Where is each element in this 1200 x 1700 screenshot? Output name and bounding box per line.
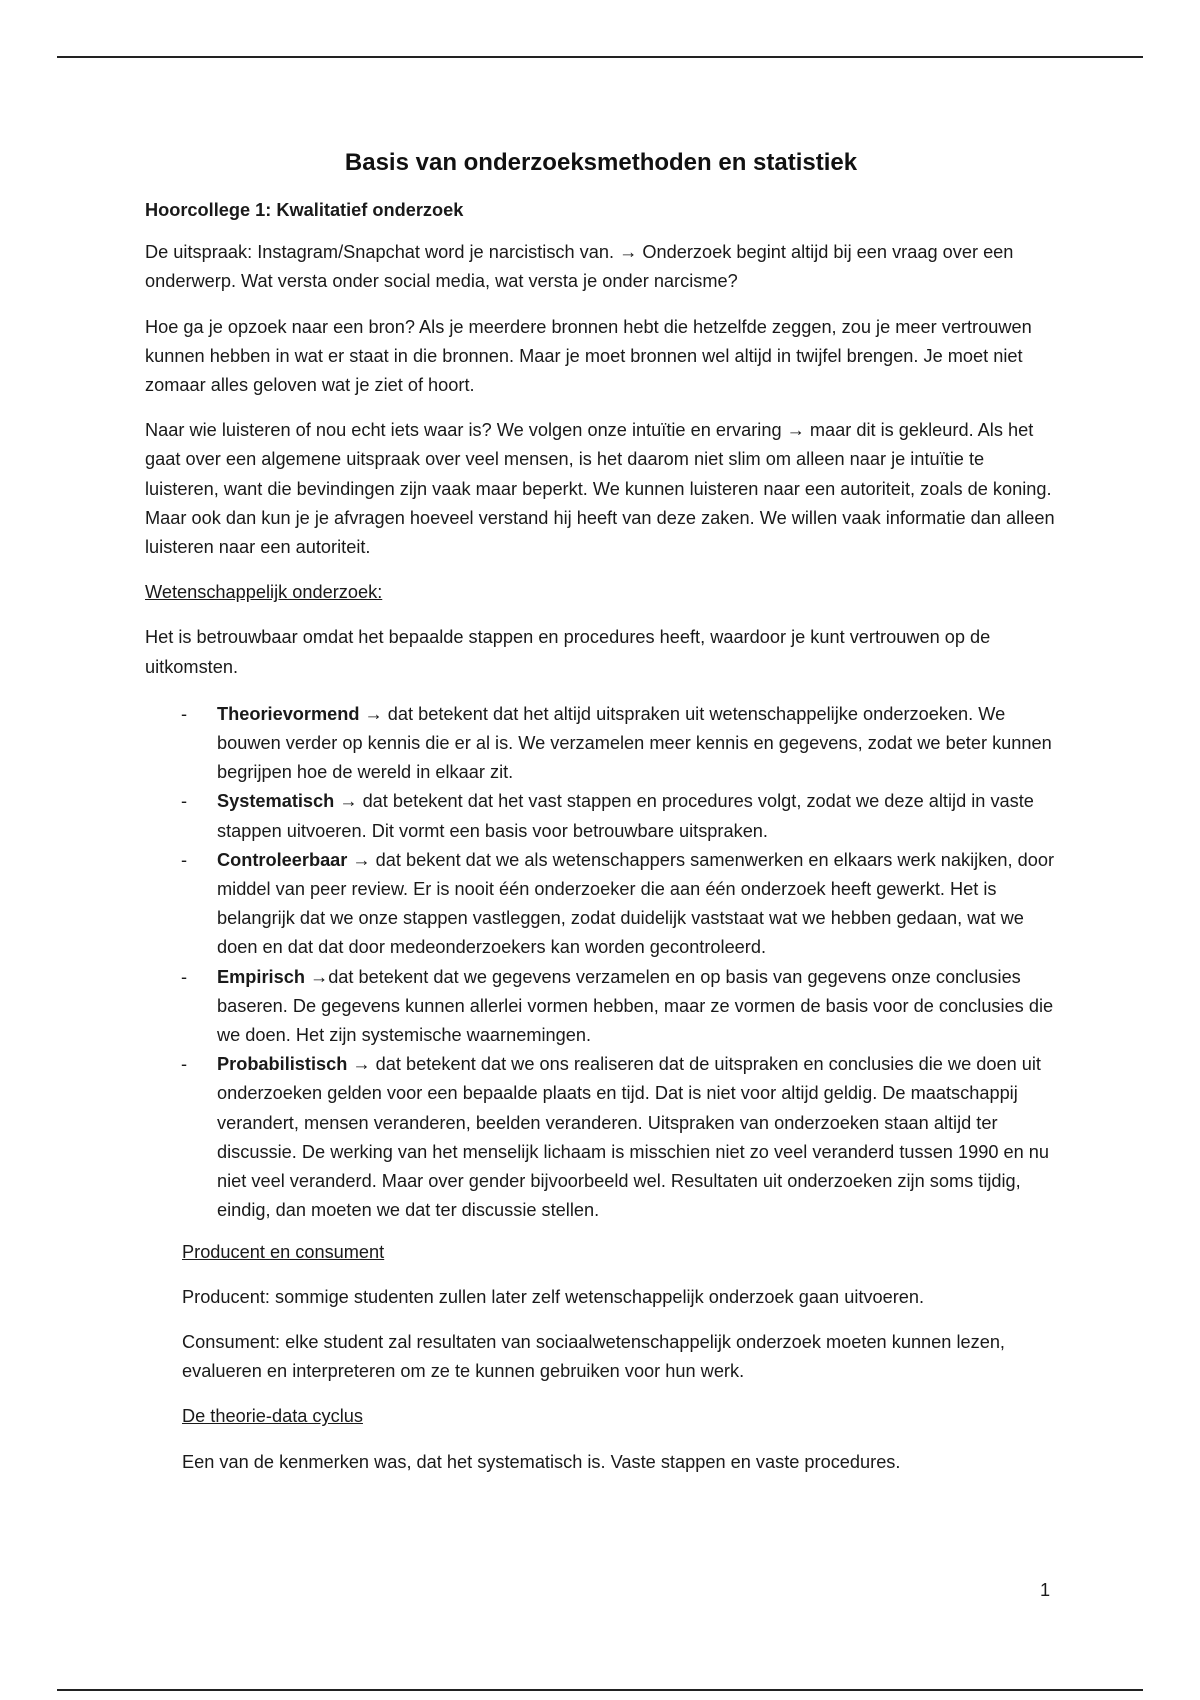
item-text: dat betekent dat het altijd uitspraken uit wetenschappelijke onderzoeken. We bouwen verder op kennis die er al is. We verzamelen meer kennis en gegevens, zodat we beter kunnen begrijpen hoe de wereld in elkaar zit.: [217, 703, 1052, 783]
item-text: dat betekent dat we gegevens verzamelen en op basis van gegevens onze conclusies baseren. De gegevens kunnen allerlei vormen hebben, maar ze vormen de basis voor de conclusies die we doen. Het zijn systemische waarnemingen.: [217, 966, 1054, 1046]
header-rule: [57, 56, 1143, 58]
item-term: Systematisch →: [217, 791, 358, 812]
item-term: Empirisch →: [217, 966, 329, 987]
list-item: [217, 846, 1057, 963]
science-heading: Wetenschappelijk onderzoek:: [145, 582, 383, 603]
intro-paragraph-2: Hoe ga je opzoek naar een bron? Als je meerdere bronnen hebt die hetzelfde zeggen, zou je meer vertrouwen kunnen hebben in wat er staat in die bronnen. Maar je moet bronnen wel altijd in twijfel brengen. Je moet niet zomaar alles geloven wat je ziet of hoort.: [145, 316, 1032, 396]
list-item: [217, 1050, 1057, 1225]
intro-paragraph-1: De uitspraak: Instagram/Snapchat word je narcistisch van. → Onderzoek begint altijd bij een vraag over een onderwerp. Wat versta onder social media, wat versta je onder narcisme?: [145, 242, 1014, 292]
document-title: Basis van onderzoeksmethoden en statistiek: [344, 149, 858, 176]
document-body: [145, 140, 1057, 1493]
list-item: [217, 963, 1057, 1051]
lecture-heading: Hoorcollege 1: Kwalitatief onderzoek: [145, 200, 464, 220]
intro-paragraph-3: Naar wie luisteren of nou echt iets waar is? We volgen onze intuïtie en ervaring → maar dit is gekleurd. Als het gaat over een algemene uitspraak over veel mensen, is het daarom niet slim om alleen naar je intuïtie te luisteren, want die bevindingen zijn vaak maar beperkt. We kunnen luisteren naar een autoriteit, zoals de koning. Maar ook dan kun je je afvragen hoeveel verstand hij heeft van deze zaken. We willen vaak informatie dan alleen luisteren naar een autoriteit.: [145, 420, 1055, 558]
item-term: Controleerbaar →: [217, 849, 371, 870]
item-text: dat betekent dat het vast stappen en procedures volgt, zodat we deze altijd in vaste stappen uitvoeren. Dit vormt een basis voor betrouwbare uitspraken.: [217, 791, 1034, 841]
cycle-paragraph: Een van de kenmerken was, dat het systematisch is. Vaste stappen en vaste procedures.: [182, 1451, 901, 1472]
producer-heading: Producent en consument: [182, 1241, 385, 1262]
item-term: Probabilistisch →: [217, 1054, 371, 1075]
science-paragraph: Het is betrouwbaar omdat het bepaalde stappen en procedures heeft, waardoor je kunt vertrouwen op de uitkomsten.: [145, 627, 991, 677]
consumer-paragraph: Consument: elke student zal resultaten van sociaalwetenschappelijk onderzoek moeten kunnen lezen, evalueren en interpreteren om ze te kunnen gebruiken voor hun werk.: [182, 1331, 1005, 1382]
footer-rule: [57, 1689, 1143, 1691]
item-text: dat bekent dat we als wetenschappers samenwerken en elkaars werk nakijken, door middel van peer review. Er is nooit één onderzoeker die aan één onderzoek heeft gewerkt. Het is belangrijk dat we onze stappen vastleggen, zodat duidelijk vaststaat wat we hebben gedaan, wat we doen en dat dat door medeonderzoekers kan worden gecontroleerd.: [217, 849, 1055, 958]
list-item: [217, 700, 1057, 788]
item-text: dat betekent dat we ons realiseren dat de uitspraken en conclusies die we doen uit onderzoeken gelden voor een bepaalde plaats en tijd. Dat is niet voor altijd geldig. De maatschappij verandert, mensen veranderen, beelden veranderen. Uitspraken van onderzoeken staan altijd ter discussie. De werking van het menselijk lichaam is misschien niet zo veel veranderd tussen 1990 en nu niet veel veranderd. Maar over gender bijvoorbeeld wel. Resultaten uit onderzoeken zijn soms tijdig, eindig, dan moeten we dat ter discussie stellen.: [217, 1054, 1049, 1221]
item-term: Theorievormend →: [217, 703, 383, 724]
page-number: 1: [1040, 1580, 1051, 1600]
cycle-heading: De theorie-data cyclus: [182, 1406, 363, 1427]
list-item: [217, 787, 1057, 845]
producer-section: [182, 1238, 1057, 1477]
producer-paragraph: Producent: sommige studenten zullen later zelf wetenschappelijk onderzoek gaan uitvoeren.: [182, 1286, 925, 1307]
science-characteristics-list: [145, 700, 1057, 1226]
